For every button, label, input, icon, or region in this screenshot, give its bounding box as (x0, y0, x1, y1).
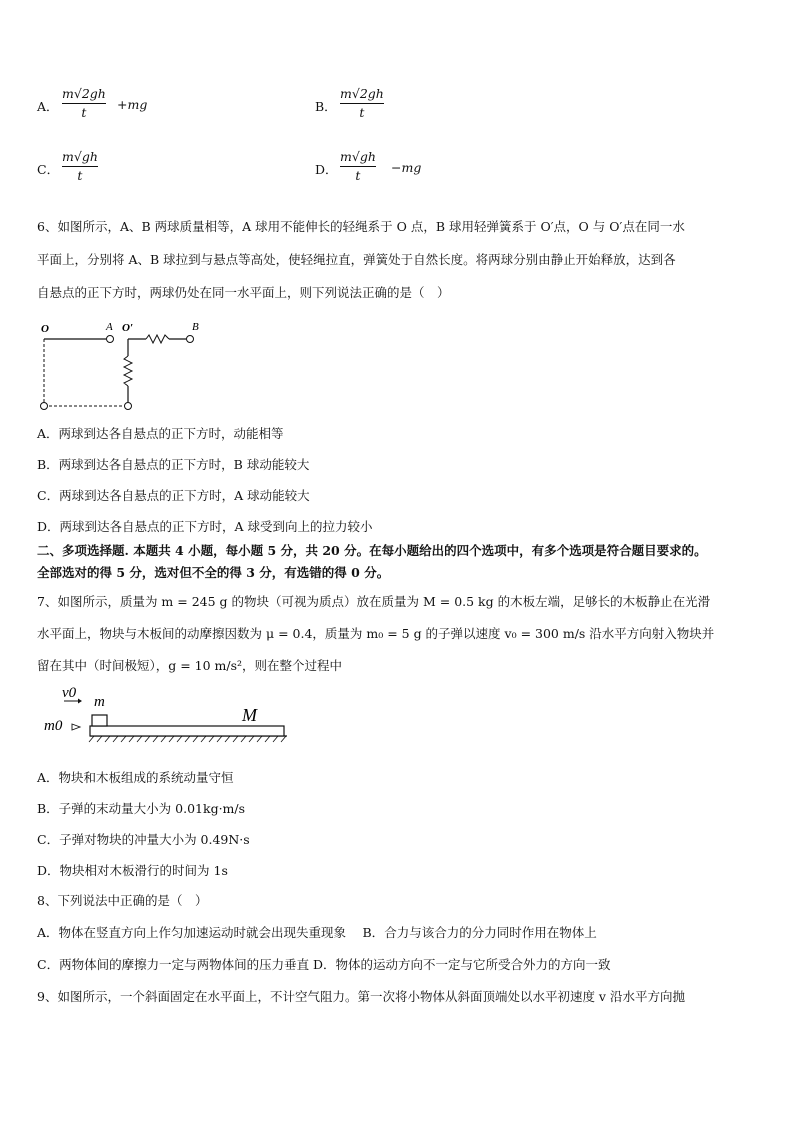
q7-figure-label-m0: m0 (44, 718, 63, 734)
q9 (37, 980, 685, 1013)
q5-option-b-label: B． (315, 99, 337, 114)
q7-options (37, 762, 250, 886)
q5-option-b-numerator: m√2gh (340, 86, 384, 101)
q5-option-c-label: C． (37, 162, 60, 177)
q7-option: B．子弹的末动量大小为 0.01kg·m/s (37, 801, 246, 816)
q7-figure-label-m: m (94, 694, 105, 710)
q5-option-d-fraction (340, 149, 376, 184)
q5-option-a-denominator: t (81, 105, 87, 120)
q7-stem-line: 留在其中（时间极短），g = 10 m/s²，则在整个过程中 (37, 658, 343, 673)
q7-figure (42, 684, 292, 752)
q8-options-line: C．两物体间的摩擦力一定与两物体间的压力垂直 D．物体的运动方向不一定与它所受合外力的方向一致 (37, 957, 611, 972)
q6-stem-line: 6、如图所示，A、B 两球质量相等，A 球用不能伸长的轻绳系于 O 点，B 球用轻弹簧系于 O′点，O 与 O′点在同一水 (37, 219, 685, 234)
q6-figure-label-o-prime: O′ (122, 322, 134, 334)
q7-option: D．物块相对木板滑行的时间为 1s (37, 863, 228, 878)
q5-option-a-fraction (62, 86, 106, 121)
q6-figure-label-b: B (192, 321, 199, 333)
q7-stem-line: 7、如图所示，质量为 m = 245 g 的物块（可视为质点）放在质量为 M = 0.5 kg 的木板左端，足够长的木板静止在光滑 (37, 594, 711, 609)
section-2-line: 二、多项选择题. 本题共 4 小题，每小题 5 分，共 20 分。在每小题给出的四个选项中，有多个选项是符合题目要求的。 (37, 543, 707, 558)
q5-option-d-numerator: m√gh (340, 149, 376, 164)
q5-option-a-tail: +mg (117, 97, 148, 112)
q8 (37, 885, 611, 981)
q6-option: A．两球到达各自悬点的正下方时，动能相等 (37, 426, 284, 441)
q5-option-a-numerator: m√2gh (62, 86, 106, 101)
q6-option: C．两球到达各自悬点的正下方时，A 球动能较大 (37, 488, 310, 503)
q7-stem (37, 586, 714, 682)
q9-stem-line: 9、如图所示，一个斜面固定在水平面上，不计空气阻力。第一次将小物体从斜面顶端处以水平初速度 v 沿水平方向抛 (37, 989, 685, 1004)
q8-options-line: A．物体在竖直方向上作匀加速运动时就会出现失重现象 B．合力与该合力的分力同时作用在物体上 (37, 925, 597, 940)
q6-figure-label-o: O (41, 323, 49, 335)
q5-option-a-label: A． (37, 99, 59, 114)
q6-figure-label-a: A (106, 321, 113, 333)
q6-stem (37, 210, 685, 309)
q5-option-d-tail: −mg (391, 160, 422, 175)
q7-option: A．物块和木板组成的系统动量守恒 (37, 770, 234, 785)
q5-option-d-denominator: t (355, 168, 361, 183)
q6-options (37, 418, 373, 542)
q6-stem-line: 平面上，分别将 A、B 球拉到与悬点等高处，使轻绳拉直，弹簧处于自然长度。将两球分别由静止开始释放，达到各 (37, 252, 676, 267)
q6-option: B．两球到达各自悬点的正下方时，B 球动能较大 (37, 457, 310, 472)
q7-stem-line: 水平面上，物块与木板间的动摩擦因数为 μ = 0.4，质量为 m₀ = 5 g 的子弹以速度 v₀ = 300 m/s 沿水平方向射入物块并 (37, 626, 715, 641)
q7-option: C．子弹对物块的冲量大小为 0.49N·s (37, 832, 250, 847)
q6-stem-line: 自悬点的正下方时，两球仍处在同一水平面上，则下列说法正确的是（ ） (37, 285, 450, 300)
q6-option: D．两球到达各自悬点的正下方时，A 球受到向上的拉力较小 (37, 519, 373, 534)
section-2-header (37, 540, 707, 584)
q5-option-c-denominator: t (77, 168, 83, 183)
q5-option-d-label: D． (315, 162, 338, 177)
q7-figure-label-v0: v0 (62, 685, 77, 701)
q5-option-b-denominator: t (359, 105, 365, 120)
q5-option-c-numerator: m√gh (62, 149, 98, 164)
q5-option-b-fraction (340, 86, 384, 121)
q6-figure (36, 318, 206, 418)
q8-stem: 8、下列说法中正确的是（ ） (37, 893, 208, 908)
section-2-line: 全部选对的得 5 分，选对但不全的得 3 分，有选错的得 0 分。 (37, 565, 390, 580)
q7-figure-label-board: M (242, 705, 257, 725)
q5-option-c-fraction (62, 149, 98, 184)
